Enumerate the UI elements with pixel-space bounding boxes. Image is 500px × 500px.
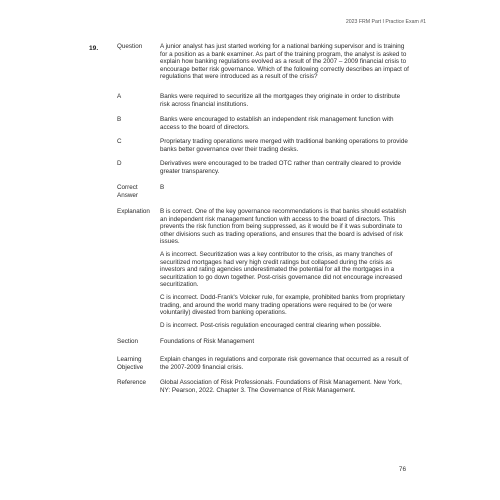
explanation-paragraph: D is incorrect. Post-crisis regulation encouraged central clearing when possible. [160, 321, 382, 329]
row-label: B [117, 116, 122, 123]
option-d-text: Derivatives were encouraged to be traded OTC rather than centrally cleared to provide greater transparency. [160, 160, 402, 175]
row-content [160, 138, 410, 153]
row-content [160, 116, 410, 131]
row-content [160, 338, 410, 346]
section-text: Foundations of Risk Management [160, 338, 255, 345]
row-label: D [117, 160, 122, 167]
row-content [160, 356, 410, 371]
option-a-text: Banks were required to securitize all the mortgages they originate in order to distribute risk across financial institutions. [160, 93, 401, 108]
row-content [160, 184, 410, 192]
row-label: C [117, 138, 122, 145]
explanation-paragraph: B is correct. One of the key governance recommendations is that banks should establish an independent risk management function with access to the board of directors. This prevents the risk function from being suppressed, as it would be if it was subordinate to other divisions such as trading operations, and ensures that the board is advised of risk issues. [160, 208, 407, 246]
row-label: Explanation [117, 208, 150, 215]
page-header: 2023 FRM Part I Practice Exam #1 [345, 19, 426, 25]
page-number: 76 [398, 466, 406, 473]
row-content [160, 208, 410, 329]
row-label: Reference [117, 379, 147, 386]
row-label: Section [117, 338, 139, 345]
row-label: Correct Answer [117, 184, 138, 199]
row-content [160, 160, 410, 175]
row-label: Question [117, 43, 143, 50]
row-label: Learning Objective [117, 356, 144, 371]
row-content [160, 379, 410, 394]
row-content [160, 43, 410, 81]
question-text: A junior analyst has just started working for a national banking supervisor and is training for a position as a bank examiner. As part of the training program, the analyst is asked to explain how banking regulations evolved as a result of the 2007 – 2009 financial crisis to encourage better risk governance. Which of the following correctly describes an impact of regulations that were introduced as a result of the crisis? [160, 43, 409, 81]
learning-objective-text: Explain changes in regulations and corporate risk governance that occurred as a result of the 2007-2009 financial crisis. [160, 356, 409, 371]
row-content [160, 93, 410, 108]
option-b-text: Banks were encouraged to establish an independent risk management function with access to the board of directors. [160, 116, 394, 131]
reference-text: Global Association of Risk Professionals. Foundations of Risk Management. New York, NY: Pearson, 2022. Chapter 3. The Governance of Risk Management. [160, 379, 402, 394]
question-number: 19. [89, 45, 99, 52]
option-c-text: Proprietary trading operations were merged with traditional banking operations to provide banks better governance over their trading desks. [160, 138, 408, 153]
row-label: A [117, 93, 122, 100]
explanation-paragraph: C is incorrect. Dodd-Frank's Volcker rule, for example, prohibited banks from proprietary trading, and around the world many trading operations were required to be (or were voluntarily) divested from banking operations. [160, 293, 405, 317]
correct-answer-text: B [160, 184, 165, 191]
explanation-paragraph: A is incorrect. Securitization was a key contributor to the crisis, as many tranches of securitized mortgages had very high credit ratings but collapsed during the crisis as investors and rating agencies underestimated the potential for all the mortgages in a securitization to go down together. Post-crisis governance did not encourage increased securitization. [160, 250, 403, 289]
